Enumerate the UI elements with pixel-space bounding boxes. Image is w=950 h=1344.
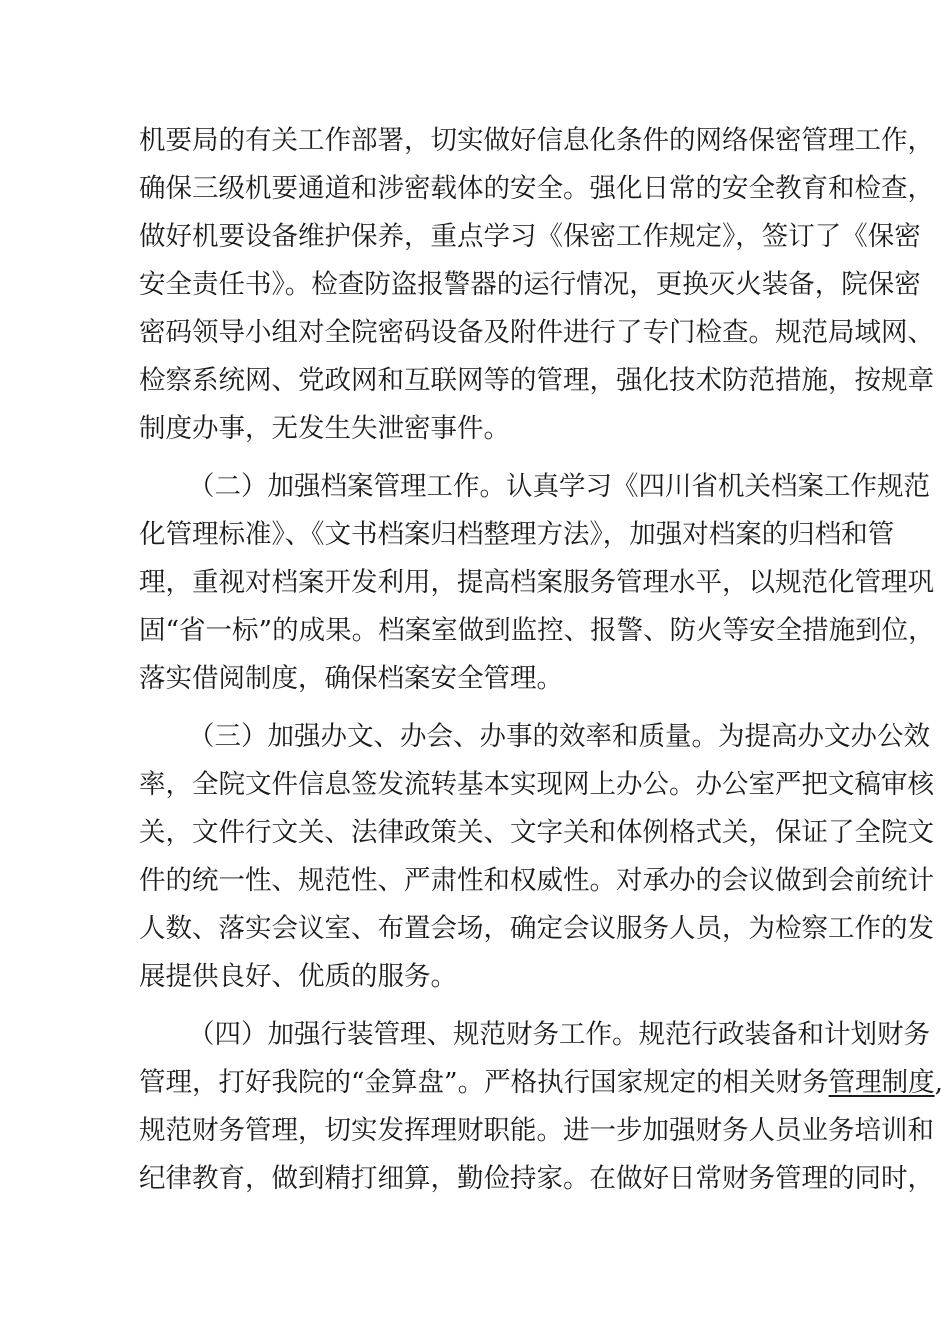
punctuation: , xyxy=(934,1067,944,1098)
paragraph-line: 率，全院文件信息签发流转基本实现网上办公。办公室严把文稿审核 xyxy=(139,769,934,800)
paragraph-line: 件的统一性、规范性、严肃性和权威性。对承办的会议做到会前统计 xyxy=(139,865,934,896)
paragraph-line: （三）加强办文、办会、办事的效率和质量。为提高办文办公效 xyxy=(188,721,930,752)
paragraph-line: 纪律教育，做到精打细算，勤俭持家。在做好日常财务管理的同时， xyxy=(139,1163,934,1194)
underlined-phrase: 管理制度 xyxy=(828,1067,935,1098)
paragraph-line: 理，重视对档案开发利用，提高档案服务管理水平，以规范化管理巩 xyxy=(139,567,934,598)
paragraph-line: 检察系统网、党政网和互联网等的管理，强化技术防范措施，按规章 xyxy=(139,365,934,396)
paragraph-line: 化管理标准》、《文书档案归档整理方法》，加强对档案的归档和管 xyxy=(139,519,895,550)
paragraph-line: 机要局的有关工作部署，切实做好信息化条件的网络保密管理工作， xyxy=(139,125,934,156)
paragraph-line: 规范财务管理，切实发挥理财职能。进一步加强财务人员业务培训和 xyxy=(139,1115,934,1146)
paragraph-text: 管理，打好我院的“金算盘”。严格执行国家规定的相关财务 xyxy=(139,1067,829,1098)
paragraph-line: （四）加强行装管理、规范财务工作。规范行政装备和计划财务 xyxy=(188,1019,930,1050)
paragraph-line: 做好机要设备维护保养，重点学习《保密工作规定》，签订了《保密 xyxy=(139,221,921,252)
paragraph-line: 落实借阅制度，确保档案安全管理。 xyxy=(139,663,563,694)
paragraph-line: 展提供良好、优质的服务。 xyxy=(139,961,457,992)
paragraph-line: 关，文件行文关、法律政策关、文字关和体例格式关，保证了全院文 xyxy=(139,817,934,848)
paragraph-line: 人数、落实会议室、布置会场，确定会议服务人员，为检察工作的发 xyxy=(139,913,934,944)
paragraph-line: 确保三级机要通道和涉密载体的安全。强化日常的安全教育和检查， xyxy=(139,173,934,204)
paragraph-line: 固“省一标”的成果。档案室做到监控、报警、防火等安全措施到位， xyxy=(139,615,935,646)
paragraph-line: 密码领导小组对全院密码设备及附件进行了专门检查。规范局域网、 xyxy=(139,317,934,348)
paragraph-line: （二）加强档案管理工作。认真学习《四川省机关档案工作规范 xyxy=(188,471,930,502)
paragraph-line: 制度办事，无发生失泄密事件。 xyxy=(139,413,510,444)
paragraph-line: 安全责任书》。检查防盗报警器的运行情况，更换灭火装备，院保密 xyxy=(139,269,921,300)
paragraph-line xyxy=(139,1059,944,1107)
